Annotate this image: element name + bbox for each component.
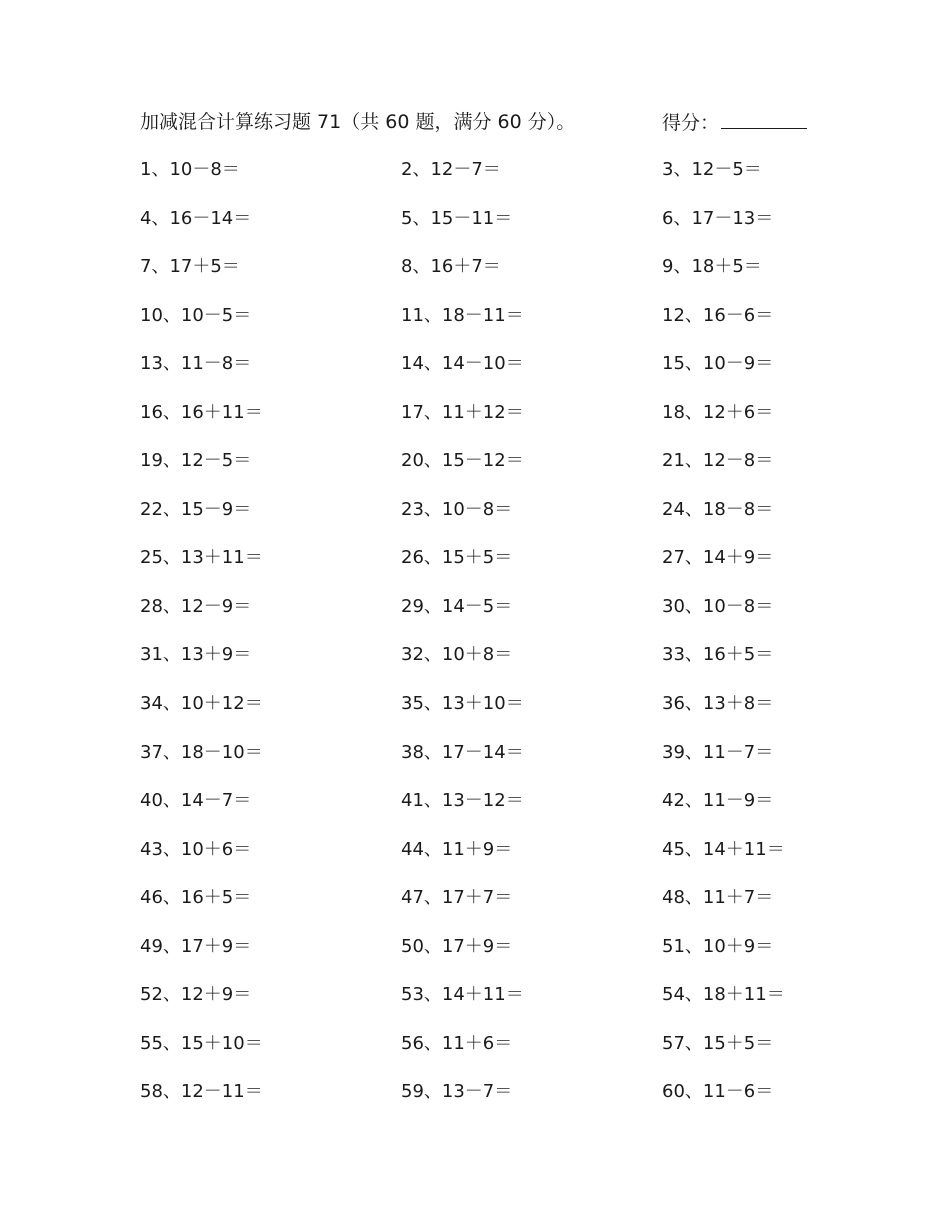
problem-item: 15、10－9＝ [662, 353, 774, 375]
problem-item: 49、17＋9＝ [140, 935, 252, 957]
problem-item: 50、17＋9＝ [401, 935, 513, 957]
problem-item: 55、15＋10＝ [140, 1032, 263, 1054]
problem-item: 31、13＋9＝ [140, 644, 252, 666]
problem-item: 46、16＋5＝ [140, 887, 252, 909]
problem-item: 54、18＋11＝ [662, 984, 785, 1006]
score-field [662, 108, 807, 137]
problem-item: 33、16＋5＝ [662, 644, 774, 666]
problem-item: 35、13＋10＝ [401, 693, 524, 715]
problem-item: 16、16＋11＝ [140, 401, 263, 423]
problem-item: 36、13＋8＝ [662, 693, 774, 715]
problem-item: 47、17＋7＝ [401, 887, 513, 909]
problem-item: 4、16－14＝ [140, 207, 252, 229]
problem-item: 43、10＋6＝ [140, 838, 252, 860]
problem-item: 40、14－7＝ [140, 790, 252, 812]
problem-item: 34、10＋12＝ [140, 693, 263, 715]
problem-item: 51、10＋9＝ [662, 935, 774, 957]
problem-item: 13、11－8＝ [140, 353, 252, 375]
problem-item: 24、18－8＝ [662, 498, 774, 520]
problem-item: 27、14＋9＝ [662, 547, 774, 569]
problem-item: 22、15－9＝ [140, 498, 252, 520]
problem-item: 18、12＋6＝ [662, 401, 774, 423]
problem-item: 42、11－9＝ [662, 790, 774, 812]
problem-item: 41、13－12＝ [401, 790, 524, 812]
problem-item: 60、11－6＝ [662, 1081, 774, 1103]
problem-item: 39、11－7＝ [662, 741, 774, 763]
problem-item: 2、12－7＝ [401, 159, 501, 180]
problem-item: 45、14＋11＝ [662, 838, 785, 860]
problem-item: 17、11＋12＝ [401, 401, 524, 423]
problem-item: 14、14－10＝ [401, 353, 524, 375]
problem-item: 10、10－5＝ [140, 304, 252, 326]
problem-item: 20、15－12＝ [401, 450, 524, 472]
problem-item: 6、17－13＝ [662, 207, 774, 229]
problem-item: 11、18－11＝ [401, 304, 524, 326]
problem-item: 12、16－6＝ [662, 304, 774, 326]
problem-item: 56、11＋6＝ [401, 1032, 513, 1054]
problem-item: 37、18－10＝ [140, 741, 263, 763]
problem-item: 9、18＋5＝ [662, 256, 762, 278]
score-label: 得分： [662, 112, 720, 134]
problem-item: 25、13＋11＝ [140, 547, 263, 569]
problem-item: 30、10－8＝ [662, 595, 774, 617]
problem-grid [140, 156, 840, 1127]
problem-item: 59、13－7＝ [401, 1081, 513, 1103]
worksheet-title: 加减混合计算练习题 71（共 60 题，满分 60 分）。 [140, 111, 576, 133]
problem-item: 21、12－8＝ [662, 450, 774, 472]
problem-item: 23、10－8＝ [401, 498, 513, 520]
problem-item: 38、17－14＝ [401, 741, 524, 763]
problem-item: 32、10＋8＝ [401, 644, 513, 666]
problem-item: 28、12－9＝ [140, 595, 252, 617]
problem-item: 8、16＋7＝ [401, 256, 501, 278]
problem-item: 1、10－8＝ [140, 159, 240, 180]
score-blank-line[interactable] [721, 108, 807, 129]
problem-item: 3、12－5＝ [662, 159, 762, 180]
problem-item: 48、11＋7＝ [662, 887, 774, 909]
problem-item: 52、12＋9＝ [140, 984, 252, 1006]
problem-item: 19、12－5＝ [140, 450, 252, 472]
problem-item: 57、15＋5＝ [662, 1032, 774, 1054]
problem-item: 26、15＋5＝ [401, 547, 513, 569]
problem-item: 7、17＋5＝ [140, 256, 240, 278]
problem-item: 29、14－5＝ [401, 595, 513, 617]
problem-item: 53、14＋11＝ [401, 984, 524, 1006]
problem-item: 5、15－11＝ [401, 207, 513, 229]
problem-item: 44、11＋9＝ [401, 838, 513, 860]
problem-item: 58、12－11＝ [140, 1081, 263, 1103]
